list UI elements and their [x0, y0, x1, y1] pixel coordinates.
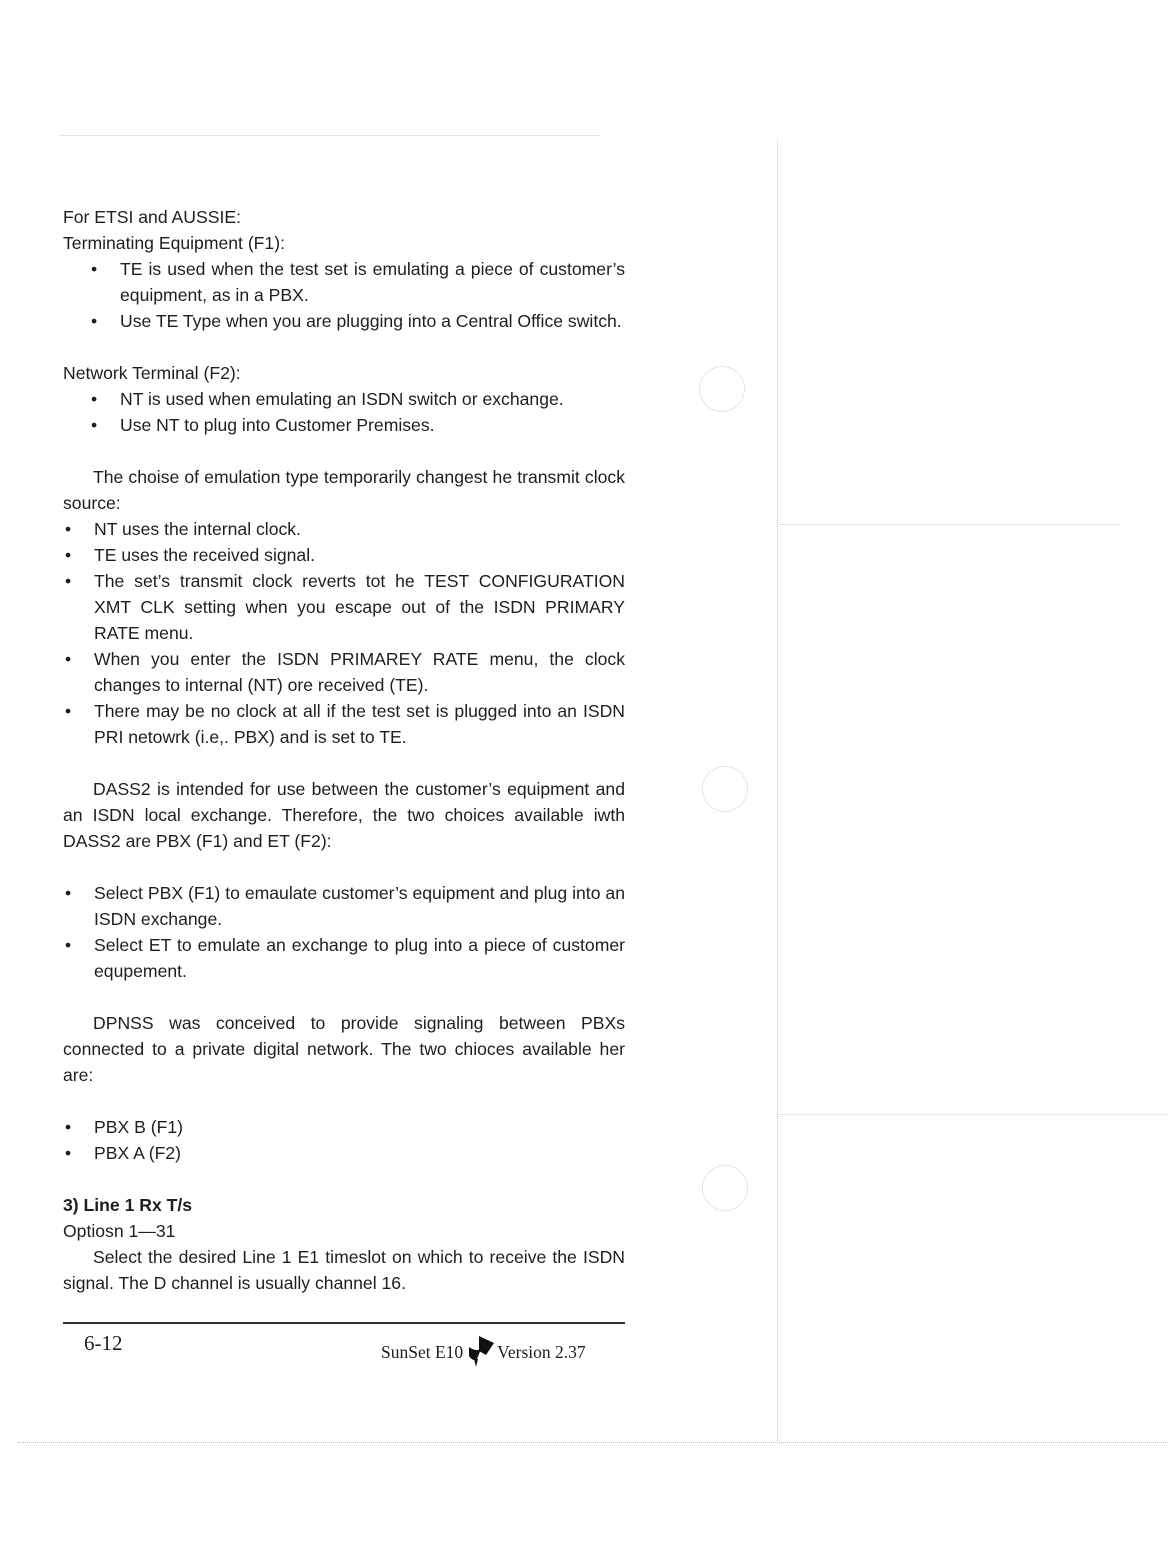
- paragraph: Optiosn 1—31: [63, 1221, 176, 1241]
- paragraph-gap: [63, 984, 625, 1010]
- bullet-list: [63, 1114, 625, 1166]
- list-item: • NT is used when emulating an ISDN switch or exchange.: [63, 386, 625, 412]
- paragraph: The choise of emulation type temporarily changest he transmit clock source:: [63, 467, 625, 513]
- paragraph-gap: [63, 854, 625, 880]
- bullet-list: [63, 386, 625, 438]
- paragraph: For ETSI and AUSSIE:: [63, 207, 241, 227]
- paragraph: Select the desired Line 1 E1 timeslot on which to receive the ISDN signal. The D channel is usually channel 16.: [63, 1247, 625, 1293]
- list-item: • The set’s transmit clock reverts tot he TEST CONFIGURATION XMT CLK setting when you escape out of the ISDN PRIMARY RATE menu.: [63, 568, 625, 646]
- list-item: • NT uses the internal clock.: [63, 516, 625, 542]
- list-item: • TE uses the received signal.: [63, 542, 625, 568]
- list-item: • Select ET to emulate an exchange to plug into a piece of customer equpement.: [63, 932, 625, 984]
- list-item: • Select PBX (F1) to emaulate customer’s equipment and plug into an ISDN exchange.: [63, 880, 625, 932]
- footer-version: Version 2.37: [497, 1342, 586, 1362]
- punch-hole-3: [702, 1165, 748, 1211]
- paragraph: DPNSS was conceived to provide signaling between PBXs connected to a private digital network. The two chioces available her are:: [63, 1013, 625, 1085]
- list-item: • PBX B (F1): [63, 1114, 625, 1140]
- page-body: [63, 204, 625, 1296]
- paragraph-gap: [63, 1088, 625, 1114]
- paragraph-gap: [63, 438, 625, 464]
- list-item: • When you enter the ISDN PRIMAREY RATE menu, the clock changes to internal (NT) ore received (TE).: [63, 646, 625, 698]
- footer-product-name: SunSet E10: [381, 1342, 464, 1362]
- section-heading: 3) Line 1 Rx T/s: [63, 1195, 193, 1215]
- dotted-rule-mid: [780, 524, 1120, 525]
- list-item: • Use NT to plug into Customer Premises.: [63, 412, 625, 438]
- paragraph: Network Terminal (F2):: [63, 363, 241, 383]
- list-item: • There may be no clock at all if the test set is plugged into an ISDN PRI netowrk (i.e,. PBX) and is set to TE.: [63, 698, 625, 750]
- dotted-rule-low: [780, 1114, 1170, 1115]
- paragraph-gap: [63, 750, 625, 776]
- bullet-list: [63, 880, 625, 984]
- footer-title: [381, 1334, 586, 1373]
- paragraph: DASS2 is intended for use between the customer’s equipment and an ISDN local exchange. Therefore, the two choices available iwth DASS2 are PBX (F1) and ET (F2):: [63, 779, 625, 851]
- bullet-list: [63, 256, 625, 334]
- paragraph-gap: [63, 334, 625, 360]
- punch-hole-1: [699, 366, 745, 412]
- bullet-list: [63, 516, 625, 750]
- dotted-rule-top: [60, 135, 600, 136]
- sunset-phone-logo-icon: [465, 1334, 495, 1373]
- footer-rule: [63, 1322, 625, 1324]
- bottom-line: [18, 1442, 1168, 1443]
- paragraph: Terminating Equipment (F1):: [63, 233, 285, 253]
- list-item: • TE is used when the test set is emulating a piece of customer’s equipment, as in a PBX.: [63, 256, 625, 308]
- list-item: • PBX A (F2): [63, 1140, 625, 1166]
- punch-hole-2: [702, 766, 748, 812]
- footer-page-number: 6-12: [84, 1331, 123, 1355]
- paragraph-gap: [63, 1166, 625, 1192]
- list-item: • Use TE Type when you are plugging into a Central Office switch.: [63, 308, 625, 334]
- margin-line: [777, 140, 778, 1443]
